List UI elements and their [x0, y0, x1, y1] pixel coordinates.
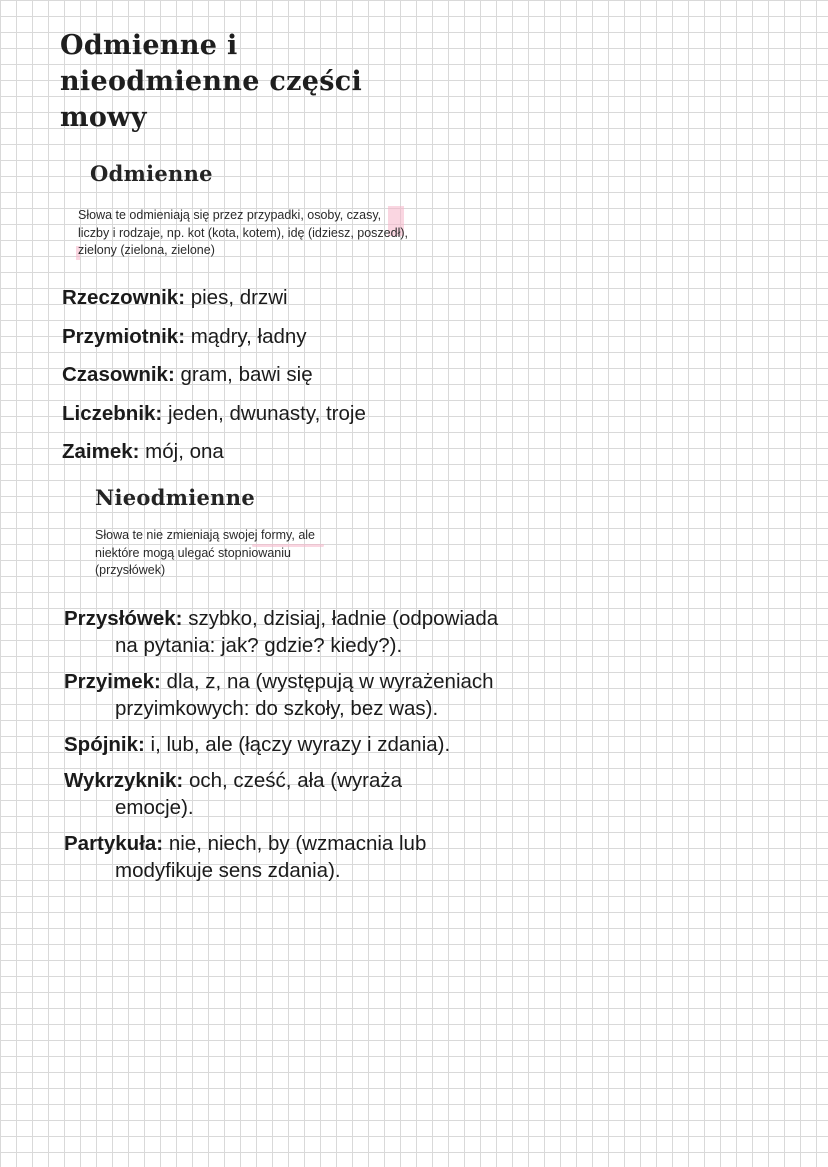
note-nieodmienne: Słowa te nie zmieniają swojej formy, ale niektóre mogą ulegać stopniowaniu (przysłówek): [95, 528, 316, 577]
list-item-liczebnik: [62, 400, 482, 439]
list-odmienne: [62, 284, 482, 477]
list-item-przymiotnik: [62, 323, 482, 362]
term-description: och, cześć, ała (wyraża emocje).: [115, 769, 403, 819]
term-label: Przysłówek:: [64, 607, 183, 630]
term-label: Zaimek:: [62, 440, 140, 463]
term-description: mój, ona: [139, 440, 224, 463]
term-label: Rzeczownik:: [62, 286, 186, 309]
list-item-przyimek: [64, 668, 495, 722]
term-description: dla, z, na (występują w wyrażeniach przyimkowych: do szkoły, bez was).: [115, 670, 494, 720]
list-item-wykrzyknik: [64, 767, 435, 821]
term-description: i, lub, ale (łączy wyrazy i zdania).: [144, 733, 451, 756]
list-item-rzeczownik: [62, 284, 482, 323]
list-nieodmienne: [64, 605, 524, 893]
term-description: pies, drzwi: [185, 286, 288, 309]
list-item-spojnik: [64, 731, 575, 758]
list-item-czasownik: [62, 361, 482, 400]
term-label: Partykuła:: [64, 832, 164, 855]
term-label: Liczebnik:: [62, 401, 163, 425]
note-odmienne: Słowa te odmieniają się przez przypadki, osoby, czasy, liczby i rodzaje, np. kot (kota, kotem), idę (idziesz, poszedł), zielony (zielona, zielone): [78, 208, 408, 257]
section-heading-odmienne: Odmienne: [90, 161, 213, 186]
list-item-zaimek: [62, 438, 482, 477]
page-title: Odmienne i nieodmienne części mowy: [60, 30, 363, 133]
term-description: szybko, dzisiaj, ładnie (odpowiada na pytania: jak? gdzie? kiedy?).: [115, 607, 499, 657]
term-label: Przyimek:: [64, 670, 161, 693]
term-description: gram, bawi się: [174, 363, 313, 386]
term-label: Czasownik:: [62, 363, 175, 386]
list-item-przyslowek: [64, 605, 525, 659]
term-label: Wykrzyknik:: [64, 769, 184, 792]
term-label: Przymiotnik:: [62, 324, 186, 348]
list-item-partykula: [64, 830, 515, 884]
term-description: jeden, dwunasty, troje: [162, 401, 366, 425]
term-description: nie, niech, by (wzmacnia lub modyfikuje sens zdania).: [115, 832, 427, 882]
term-label: Spójnik:: [64, 733, 145, 756]
term-description: mądry, ładny: [185, 324, 307, 348]
section-heading-nieodmienne: Nieodmienne: [95, 485, 255, 510]
